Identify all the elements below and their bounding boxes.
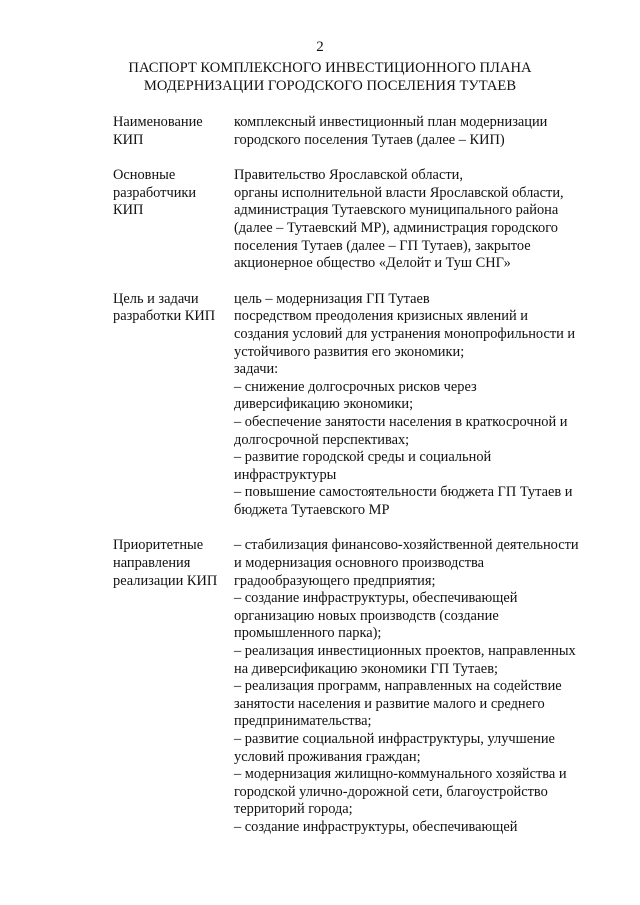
content-line: поселения Тутаев (далее – ГП Тутаев), закрытое xyxy=(234,237,531,254)
content-line: – создание инфраструктуры, обеспечивающей xyxy=(234,818,518,835)
section-label: Наименование КИП xyxy=(113,114,203,148)
content-line: долгосрочной перспективах; xyxy=(234,431,410,448)
content-line: комплексный инвестиционный план модернизации xyxy=(234,114,548,130)
content-line: – обеспечение занятости населения в краткосрочной и xyxy=(234,413,568,430)
section-content xyxy=(234,167,612,273)
content-line: организацию новых производств (создание xyxy=(234,607,499,624)
section-goals xyxy=(113,291,613,520)
content-line: органы исполнительной власти Ярославской области, xyxy=(234,184,564,201)
section-content xyxy=(234,537,612,836)
content-line: акционерное общество «Делойт и Туш СНГ» xyxy=(234,255,511,272)
content-line: – развитие социальной инфраструктуры, улучшение xyxy=(234,731,555,747)
content-line: администрация Тутаевского муниципального района xyxy=(234,202,559,219)
section-label: Цель и задачи разработки КИП xyxy=(113,290,216,325)
content-line: бюджета Тутаевского МР xyxy=(234,501,390,518)
section-label: Основные разработчики КИП xyxy=(113,167,197,219)
content-line: посредством преодоления кризисных явлений и xyxy=(234,308,528,325)
content-line: городской улично-дорожной сети, благоустройство xyxy=(234,783,548,800)
content-line: – реализация инвестиционных проектов, направленных xyxy=(234,643,576,660)
content-line: устойчивого развития его экономики; xyxy=(234,343,465,360)
content-line: промышленного парка); xyxy=(234,625,382,642)
section-developers xyxy=(113,167,613,273)
document-title: ПАСПОРТ КОМПЛЕКСНОГО ИНВЕСТИЦИОННОГО ПЛАНА МОДЕРНИЗАЦИИ ГОРОДСКОГО ПОСЕЛЕНИЯ ТУТАЕВ xyxy=(128,60,532,94)
page-number: 2 xyxy=(316,39,324,55)
content-line: городского поселения Тутаев (далее – КИП) xyxy=(234,131,505,148)
content-line: – развитие городской среды и социальной xyxy=(234,449,492,466)
content-line: диверсификацию экономики; xyxy=(234,396,414,413)
content-line: территорий города; xyxy=(234,801,353,818)
content-line: – повышение самостоятельности бюджета ГП Тутаев и xyxy=(234,484,573,501)
content-line: предпринимательства; xyxy=(234,713,372,730)
content-line: условий проживания граждан; xyxy=(234,748,421,765)
section-label: Приоритетные направления реализации КИП xyxy=(113,537,218,589)
passport-sections xyxy=(113,114,613,855)
content-line: – реализация программ, направленных на содействие xyxy=(234,678,562,695)
section-content xyxy=(234,291,612,520)
content-line: – создание инфраструктуры, обеспечивающей xyxy=(234,590,518,607)
content-line: градообразующего предприятия; xyxy=(234,572,436,589)
content-line: цель – модернизация ГП Тутаев xyxy=(234,290,430,307)
content-line: – снижение долгосрочных рисков через xyxy=(234,378,477,395)
content-line: задачи: xyxy=(234,361,279,378)
section-name xyxy=(113,114,613,149)
content-line: создания условий для устранения монопрофильности и xyxy=(234,325,576,342)
content-line: – модернизация жилищно-коммунального хозяйства и xyxy=(234,766,567,783)
content-line: – стабилизация финансово-хозяйственной деятельности xyxy=(234,537,579,554)
content-line: на диверсификацию экономики ГП Тутаев; xyxy=(234,660,498,677)
section-priorities xyxy=(113,537,613,836)
section-content xyxy=(234,114,612,149)
content-line: занятости населения и развитие малого и среднего xyxy=(234,695,545,712)
content-line: (далее – Тутаевский МР), администрация городского xyxy=(234,219,558,236)
content-line: инфраструктуры xyxy=(234,466,337,483)
content-line: Правительство Ярославской области, xyxy=(234,167,463,184)
content-line: и модернизация основного производства xyxy=(234,555,484,572)
